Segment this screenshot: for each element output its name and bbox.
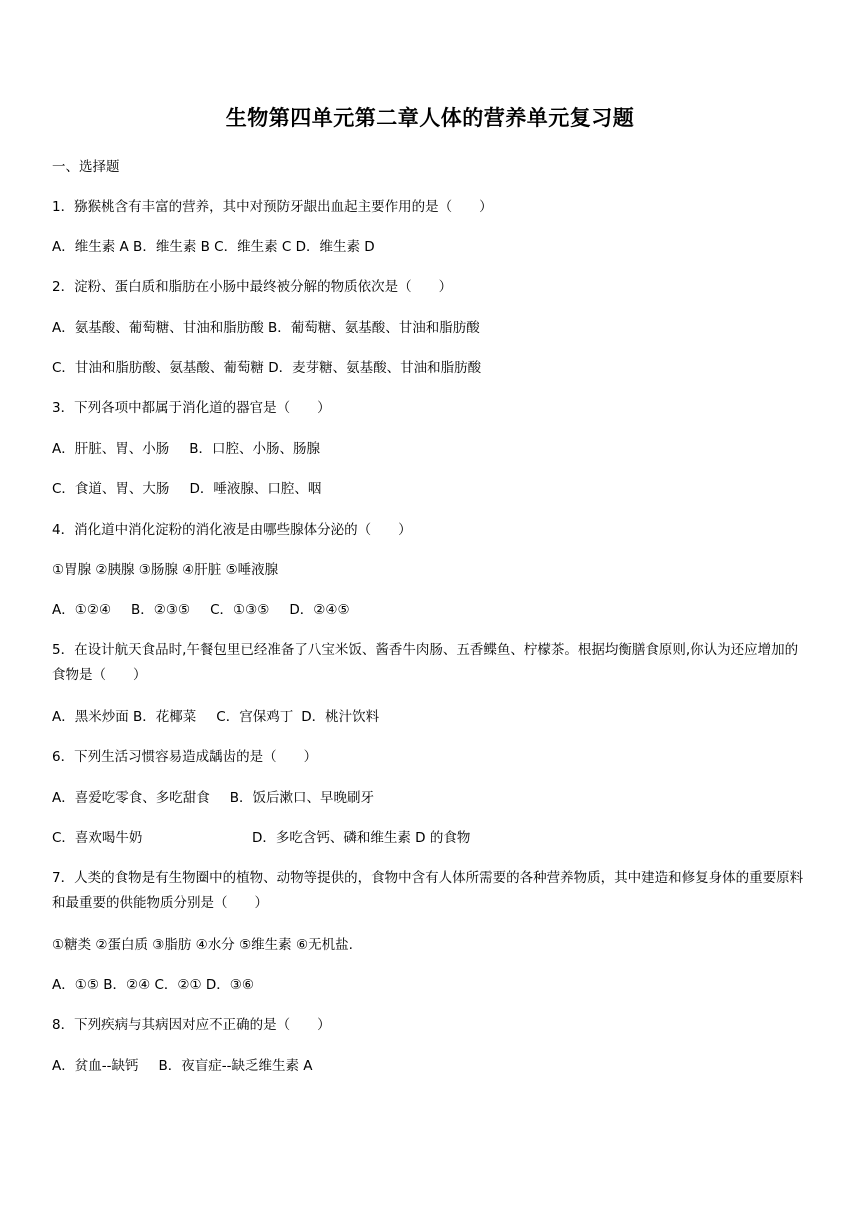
- question-4-option-d: D．②④⑤: [289, 602, 350, 618]
- question-6-stem: 6．下列生活习惯容易造成龋齿的是（ ）: [52, 749, 318, 765]
- question-6-option-a: A．喜爱吃零食、多吃甜食: [52, 790, 210, 806]
- question-6-option-c: C．喜欢喝牛奶: [52, 830, 143, 846]
- question-4-option-a: A．①②④: [52, 602, 112, 618]
- question-4-items: ①胃腺 ②胰腺 ③肠腺 ④肝脏 ⑤唾液腺: [52, 562, 279, 578]
- question-1-options: A．维生素 A B．维生素 B C．维生素 C D．维生素 D: [52, 239, 375, 255]
- question-3-option-d: D．唾液腺、口腔、咽: [189, 481, 322, 497]
- question-5-options: [52, 705, 812, 729]
- question-8-options: [52, 1054, 812, 1078]
- question-5-option-ab: A．黑米炒面 B．花椰菜: [52, 709, 197, 725]
- question-1-stem: 1．猕猴桃含有丰富的营养，其中对预防牙龈出血起主要作用的是（ ）: [52, 199, 493, 215]
- question-8-option-b: B．夜盲症--缺乏维生素 A: [158, 1058, 313, 1074]
- question-3-stem: 3．下列各项中都属于消化道的器官是（ ）: [52, 400, 331, 416]
- page-title: 生物第四单元第二章人体的营养单元复习题: [225, 106, 635, 130]
- question-7-options: A．①⑤ B．②④ C．②① D．③⑥: [52, 977, 255, 993]
- section-heading: 一、选择题: [52, 159, 120, 175]
- question-8-option-a: A．贫血--缺钙: [52, 1058, 139, 1074]
- question-6-option-d: D．多吃含钙、磷和维生素 D 的食物: [252, 830, 471, 846]
- question-5-stem: 5．在设计航天食品时,午餐包里已经准备了八宝米饭、酱香牛肉肠、五香鲽鱼、柠檬茶。根据均衡膳食原则,你认为还应增加的食物是（ ）: [52, 642, 799, 683]
- question-3-option-b: B．口腔、小肠、肠腺: [189, 441, 321, 457]
- question-7-stem: 7．人类的食物是有生物圈中的植物、动物等提供的，食物中含有人体所需要的各种营养物质，其中建造和修复身体的重要原料和最重要的供能物质分别是（ ）: [52, 870, 804, 911]
- question-3-option-a: A．肝脏、胃、小肠: [52, 441, 170, 457]
- question-3-options-row-1: [52, 437, 812, 461]
- question-3-options-row-2: [52, 477, 812, 501]
- question-4-option-b: B．②③⑤: [131, 602, 191, 618]
- question-6-option-b: B．饭后漱口、早晚刷牙: [229, 790, 375, 806]
- question-4-stem: 4．消化道中消化淀粉的消化液是由哪些腺体分泌的（ ）: [52, 522, 412, 538]
- question-3-option-c: C．食道、胃、大肠: [52, 481, 170, 497]
- question-8-stem: 8．下列疾病与其病因对应不正确的是（ ）: [52, 1017, 331, 1033]
- question-2-options-line-2: C．甘油和脂肪酸、氨基酸、葡萄糖 D．麦芽糖、氨基酸、甘油和脂肪酸: [52, 360, 482, 376]
- question-5-option-d: D．桃汁饮料: [301, 709, 380, 725]
- question-2-options-line-1: A．氨基酸、葡萄糖、甘油和脂肪酸 B．葡萄糖、氨基酸、甘油和脂肪酸: [52, 320, 480, 336]
- question-4-options: [52, 598, 812, 622]
- question-2-stem: 2．淀粉、蛋白质和脂肪在小肠中最终被分解的物质依次是（ ）: [52, 279, 453, 295]
- question-6-options-row-2: [52, 826, 812, 850]
- question-6-options-row-1: [52, 786, 812, 810]
- question-5-option-c: C．宫保鸡丁: [216, 709, 294, 725]
- question-7-items: ①糖类 ②蛋白质 ③脂肪 ④水分 ⑤维生素 ⑥无机盐.: [52, 937, 353, 953]
- question-4-option-c: C．①③⑤: [210, 602, 270, 618]
